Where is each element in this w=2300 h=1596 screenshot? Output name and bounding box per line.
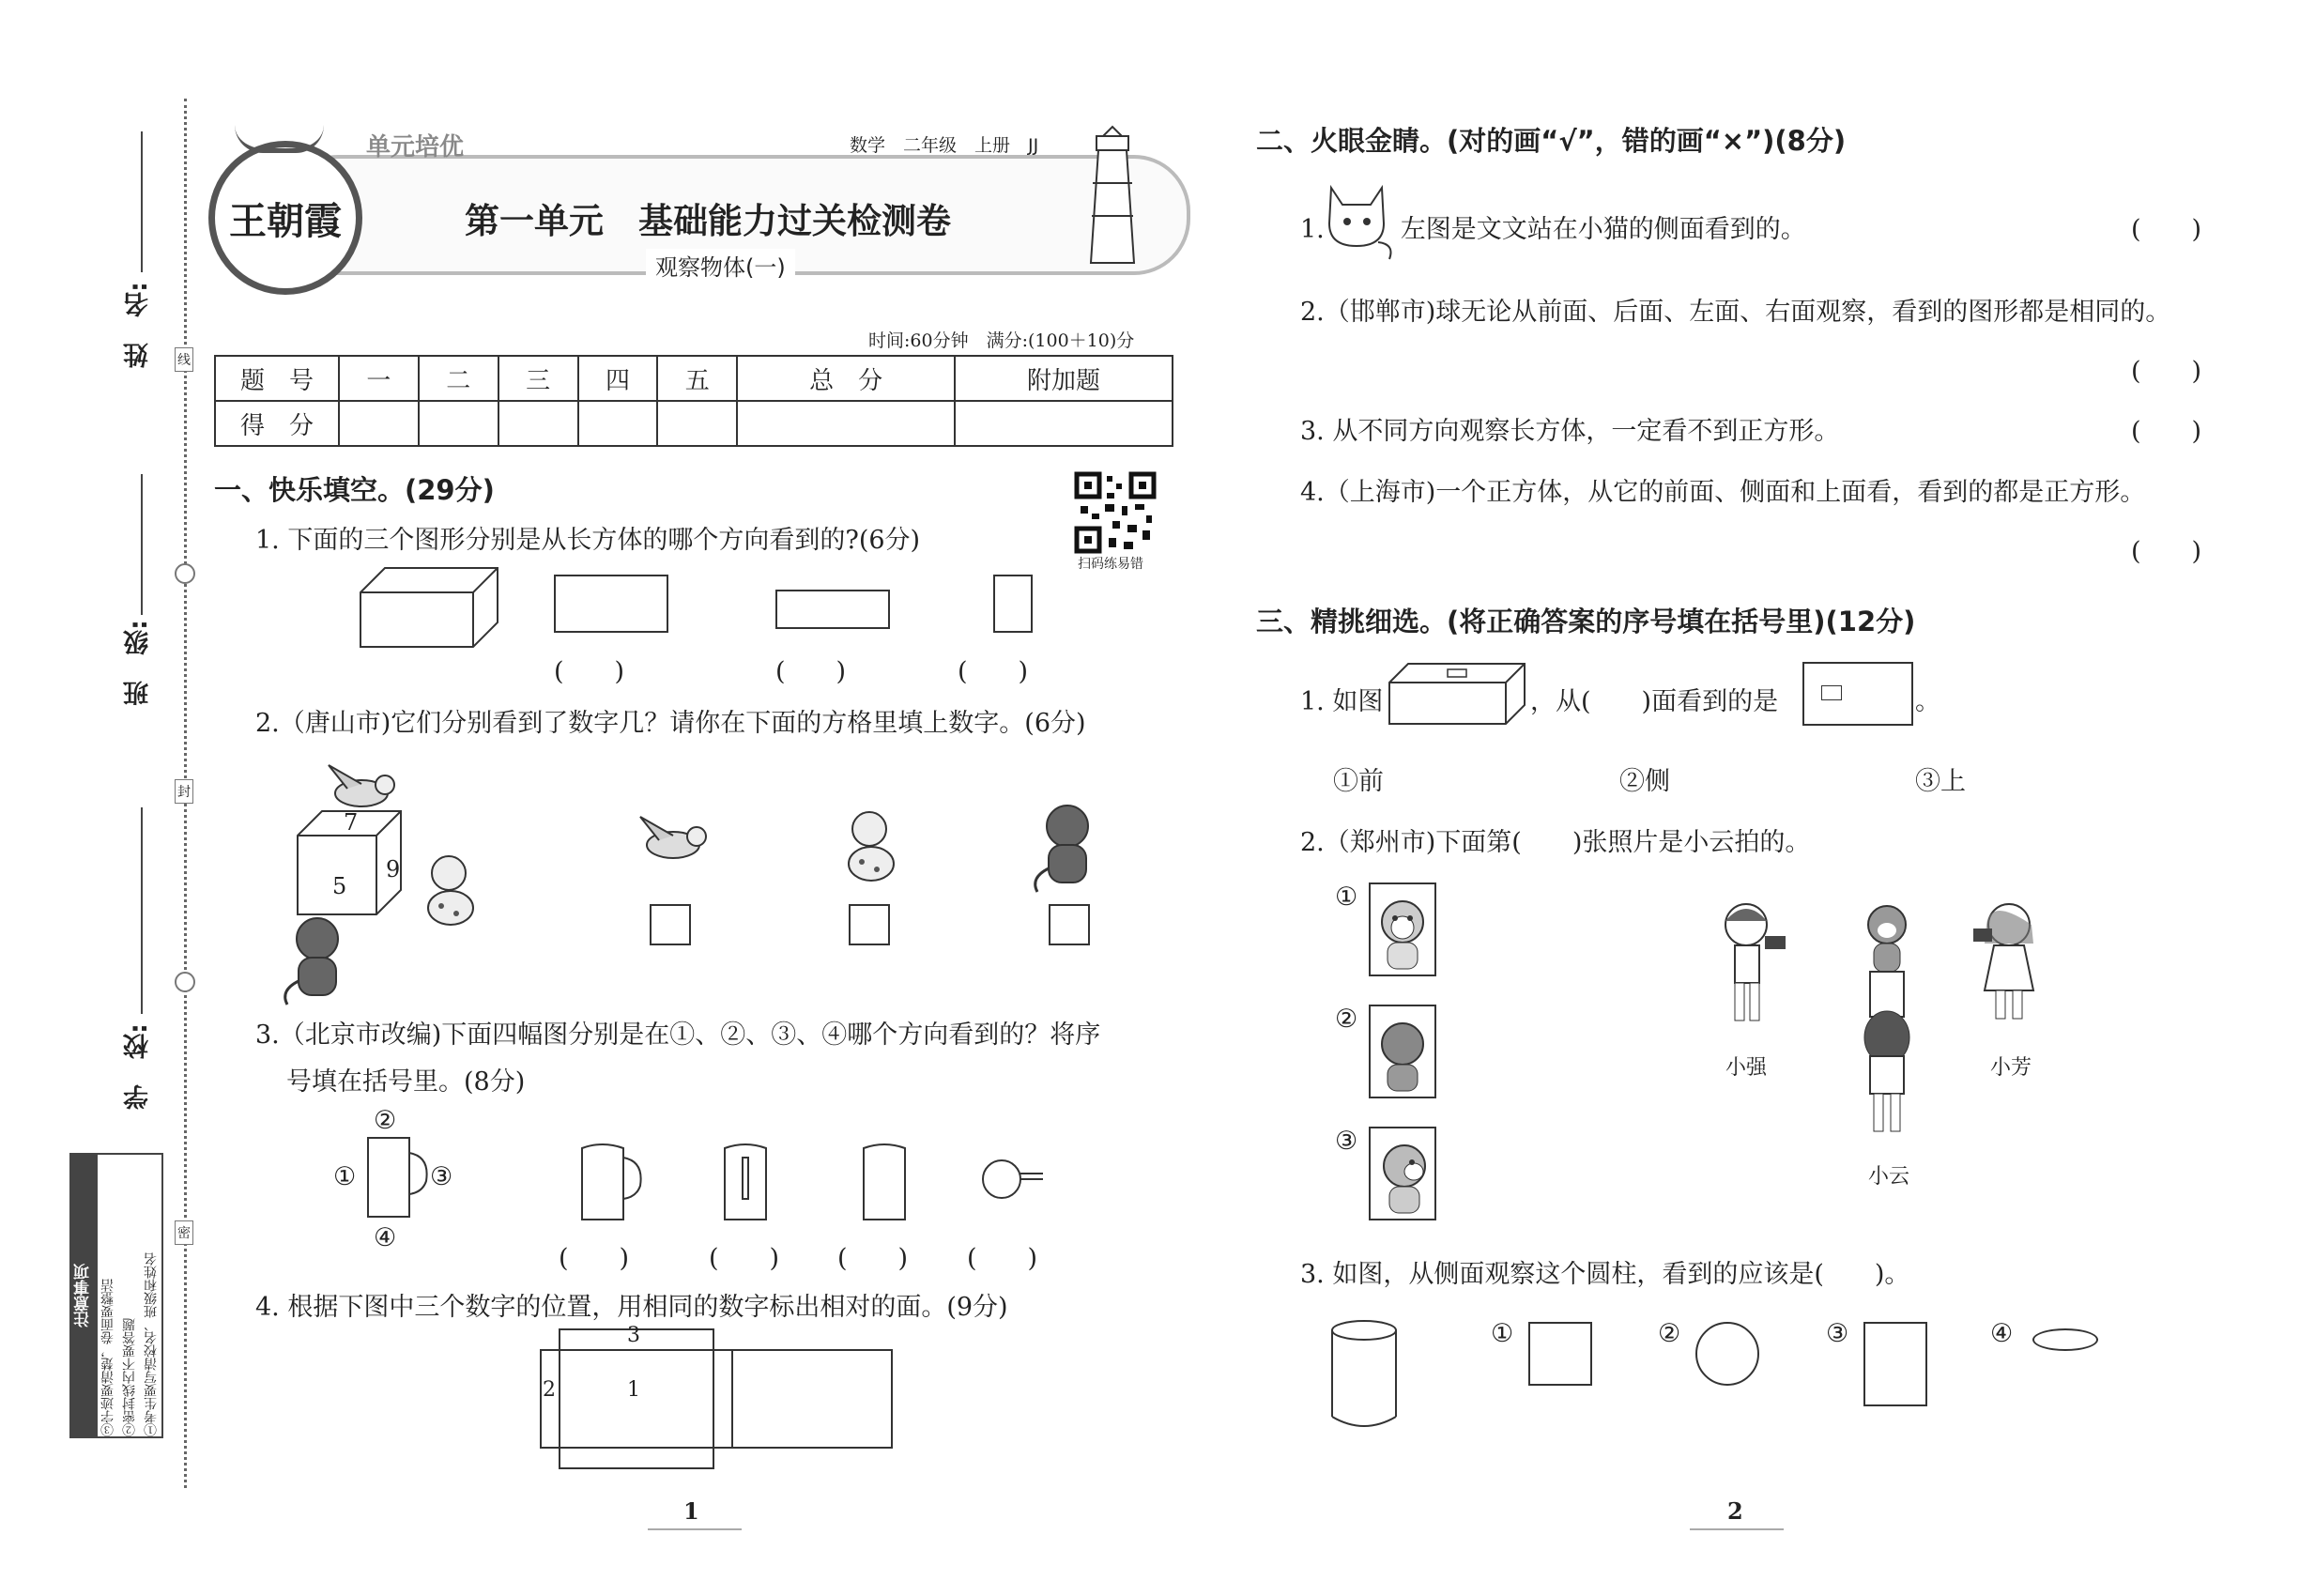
- answer-paren[interactable]: ( ): [2131, 215, 2202, 244]
- mug-view-3: [862, 1141, 918, 1225]
- logo-badge: [208, 141, 362, 295]
- s2-item-2: 2.（邯郸市)球无论从前面、后面、左面、右面观察，看到的图形都是相同的。: [1300, 298, 2171, 327]
- class-label: 班 级:: [124, 620, 153, 706]
- s2-item-4: 4.（上海市)一个正方体，从它的前面、侧面和上面看，看到的都是正方形。: [1300, 478, 2146, 507]
- photo-3[interactable]: [1369, 1127, 1436, 1220]
- answer-paren[interactable]: ( ): [967, 1244, 1038, 1273]
- page-number-1: 1: [683, 1497, 699, 1525]
- score-label: 得 分: [215, 401, 339, 446]
- score-head: 三: [498, 356, 578, 401]
- name-xiaoyun: 小云: [1868, 1165, 1910, 1189]
- q1-1-text: 1. 下面的三个图形分别是从长方体的哪个方向看到的?(6分): [255, 526, 921, 555]
- view-box-answer: [1802, 662, 1913, 726]
- s2-item-3: 3. 从不同方向观察长方体，一定看不到正方形。: [1300, 417, 1840, 446]
- s3-q3-num: ④: [1990, 1319, 2014, 1348]
- mug-view-2: [723, 1141, 779, 1225]
- answer-paren[interactable]: ( ): [709, 1244, 780, 1273]
- kid-xiaoqiang: [1725, 904, 1786, 1021]
- name-xiaoqiang: 小强: [1725, 1056, 1768, 1080]
- view-box-slot: [1821, 685, 1842, 700]
- monkey-toy: [1868, 906, 1906, 1017]
- photo-num: ①: [1335, 882, 1358, 912]
- page-ornament: [1690, 1528, 1784, 1530]
- s3-q1-option: ①前: [1333, 767, 1384, 796]
- option-circle: [1695, 1322, 1759, 1386]
- score-cell[interactable]: [339, 401, 419, 446]
- net-number-center: 1: [627, 1378, 640, 1402]
- s3-q1-option: ③上: [1915, 767, 1966, 796]
- option-rectangle: [1863, 1322, 1927, 1406]
- cube-net: [539, 1327, 896, 1472]
- photo-2[interactable]: [1369, 1005, 1436, 1098]
- seal-mark-line: 线: [175, 347, 193, 372]
- puppy-icon: [834, 806, 909, 890]
- name-xiaofang: 小芳: [1990, 1056, 2032, 1080]
- kid-xiaoyun: [1864, 1011, 1909, 1131]
- puppy-icon: [413, 850, 488, 934]
- cuboid-figure: [359, 566, 499, 651]
- exam-subtitle: 观察物体(一): [646, 249, 795, 282]
- section1-title: 一、快乐填空。(29分): [214, 474, 495, 506]
- answer-paren[interactable]: ( ): [837, 1244, 909, 1273]
- score-cell[interactable]: [737, 401, 955, 446]
- logo-text: 王朝霞: [229, 198, 342, 243]
- score-cell[interactable]: [498, 401, 578, 446]
- net-number-left: 2: [543, 1378, 556, 1402]
- q1-3-text-b: 号填在括号里。(8分): [286, 1067, 526, 1097]
- score-cell[interactable]: [955, 401, 1173, 446]
- series-label: 单元培优: [366, 133, 465, 161]
- time-score: 时间:60分钟 满分:(100＋10)分: [868, 330, 1135, 351]
- class-line: [141, 474, 143, 615]
- score-head: 五: [657, 356, 737, 401]
- seal-circle-1: [175, 563, 195, 584]
- cube-number-top: 7: [344, 809, 359, 836]
- section3-title: 三、精挑细选。(将正确答案的序号填在括号里)(12分): [1256, 606, 1916, 637]
- view-rect-2: [775, 590, 890, 629]
- option-square: [1528, 1322, 1592, 1386]
- monkey-back-icon: [1371, 1006, 1434, 1097]
- score-head: 附加题: [955, 356, 1173, 401]
- name-line: [141, 131, 143, 272]
- direction-4: ④: [374, 1223, 397, 1252]
- direction-1: ①: [333, 1162, 357, 1191]
- s3-q3-num: ②: [1658, 1319, 1681, 1348]
- s2-item-1: 1. 左图是文文站在小猫的侧面看到的。: [1300, 215, 1806, 244]
- answer-paren[interactable]: ( ): [559, 1244, 630, 1273]
- monkey-icon: [278, 915, 353, 1009]
- page-number-2: 2: [1727, 1497, 1743, 1525]
- note-3: ③字迹要清楚，卷面要整洁: [100, 1279, 116, 1436]
- seal-circle-2: [175, 972, 195, 992]
- photo-num: ②: [1335, 1005, 1358, 1034]
- box-figure: [1388, 662, 1528, 728]
- seal-mark-feng: 封: [175, 779, 193, 804]
- photo-scene: [1709, 897, 2065, 1159]
- page-ornament: [648, 1528, 742, 1530]
- direction-3: ③: [430, 1162, 453, 1191]
- s3-q1-suffix: 。: [1915, 687, 1940, 716]
- s3-q1-prefix: 1. 如图: [1300, 687, 1384, 716]
- mug-figure: [366, 1136, 432, 1220]
- option-ellipse: [2032, 1328, 2098, 1351]
- section2-title: 二、火眼金睛。(对的画“√”，错的画“×”)(8分): [1256, 125, 1847, 157]
- cylinder-figure: [1328, 1319, 1403, 1432]
- s3-q1-mid: ，从( )面看到的是: [1530, 687, 1779, 716]
- qr-code-icon[interactable]: [1075, 472, 1156, 553]
- s3-q1-option: ②侧: [1619, 767, 1670, 796]
- view-rect-1: [554, 575, 668, 633]
- s3-q3-num: ③: [1826, 1319, 1849, 1348]
- answer-box[interactable]: [849, 904, 890, 945]
- score-head: 一: [339, 356, 419, 401]
- monkey-side-icon: [1371, 1128, 1434, 1219]
- seal-mark-mi: 密: [175, 1220, 193, 1245]
- score-head: 题 号: [215, 356, 339, 401]
- score-cell[interactable]: [657, 401, 737, 446]
- cube-number-front: 5: [332, 873, 347, 899]
- notes-title: 注意事项: [71, 1155, 98, 1436]
- bird-icon: [319, 760, 404, 817]
- bird-icon: [631, 812, 715, 868]
- photo-1[interactable]: [1369, 882, 1436, 976]
- mug-view-1: [580, 1141, 646, 1225]
- s3-q2-text: 2.（郑州市)下面第( )张照片是小云拍的。: [1300, 828, 1811, 857]
- school-label: 学 校:: [124, 1023, 153, 1110]
- mug-view-4: [981, 1155, 1047, 1211]
- score-head: 二: [419, 356, 498, 401]
- q1-3-text-a: 3.（北京市改编)下面四幅图分别是在①、②、③、④哪个方向看到的？将序: [255, 1021, 1101, 1050]
- monkey-icon: [1028, 803, 1103, 897]
- logo-crown-icon: [235, 120, 324, 153]
- s3-q3-num: ①: [1491, 1319, 1514, 1348]
- score-head: 四: [578, 356, 658, 401]
- monkey-face-icon: [1371, 884, 1434, 974]
- answer-paren[interactable]: ( ): [2131, 537, 2202, 566]
- name-label: 姓 名:: [124, 282, 153, 368]
- lighthouse-icon: [1080, 127, 1145, 268]
- qr-caption: 扫码练易错: [1078, 557, 1143, 572]
- score-head: 总 分: [737, 356, 955, 401]
- answer-box[interactable]: [650, 904, 691, 945]
- note-1: ①考生要写清校名、班级和姓名: [143, 1252, 159, 1436]
- header-meta: 数学 二年级 上册 JJ: [850, 135, 1039, 156]
- note-2: ②密封线内不要答题: [121, 1318, 137, 1436]
- answer-box[interactable]: [1049, 904, 1090, 945]
- answer-paren[interactable]: ( ): [554, 657, 625, 686]
- net-number-top: 3: [627, 1324, 640, 1347]
- score-cell[interactable]: [578, 401, 658, 446]
- school-line: [141, 807, 143, 1014]
- photo-num: ③: [1335, 1127, 1358, 1156]
- cube-number-side: 9: [386, 856, 401, 882]
- answer-paren[interactable]: ( ): [2131, 417, 2202, 446]
- score-cell[interactable]: [419, 401, 498, 446]
- notes-box: [69, 1153, 163, 1438]
- answer-paren[interactable]: ( ): [775, 657, 847, 686]
- answer-paren[interactable]: ( ): [2131, 357, 2202, 386]
- kid-xiaofang: [1973, 904, 2033, 1019]
- q1-4-text: 4. 根据下图中三个数字的位置，用相同的数字标出相对的面。(9分): [255, 1293, 1008, 1322]
- view-rect-3: [993, 575, 1033, 633]
- q1-2-text: 2.（唐山市)它们分别看到了数字几？请你在下面的方格里填上数字。(6分): [255, 709, 1086, 738]
- direction-2: ②: [374, 1106, 397, 1135]
- answer-paren[interactable]: ( ): [958, 657, 1029, 686]
- exam-title: 第一单元 基础能力过关检测卷: [465, 201, 951, 241]
- s3-q3-text: 3. 如图，从侧面观察这个圆柱，看到的应该是( )。: [1300, 1260, 1910, 1289]
- score-table: [214, 355, 1173, 447]
